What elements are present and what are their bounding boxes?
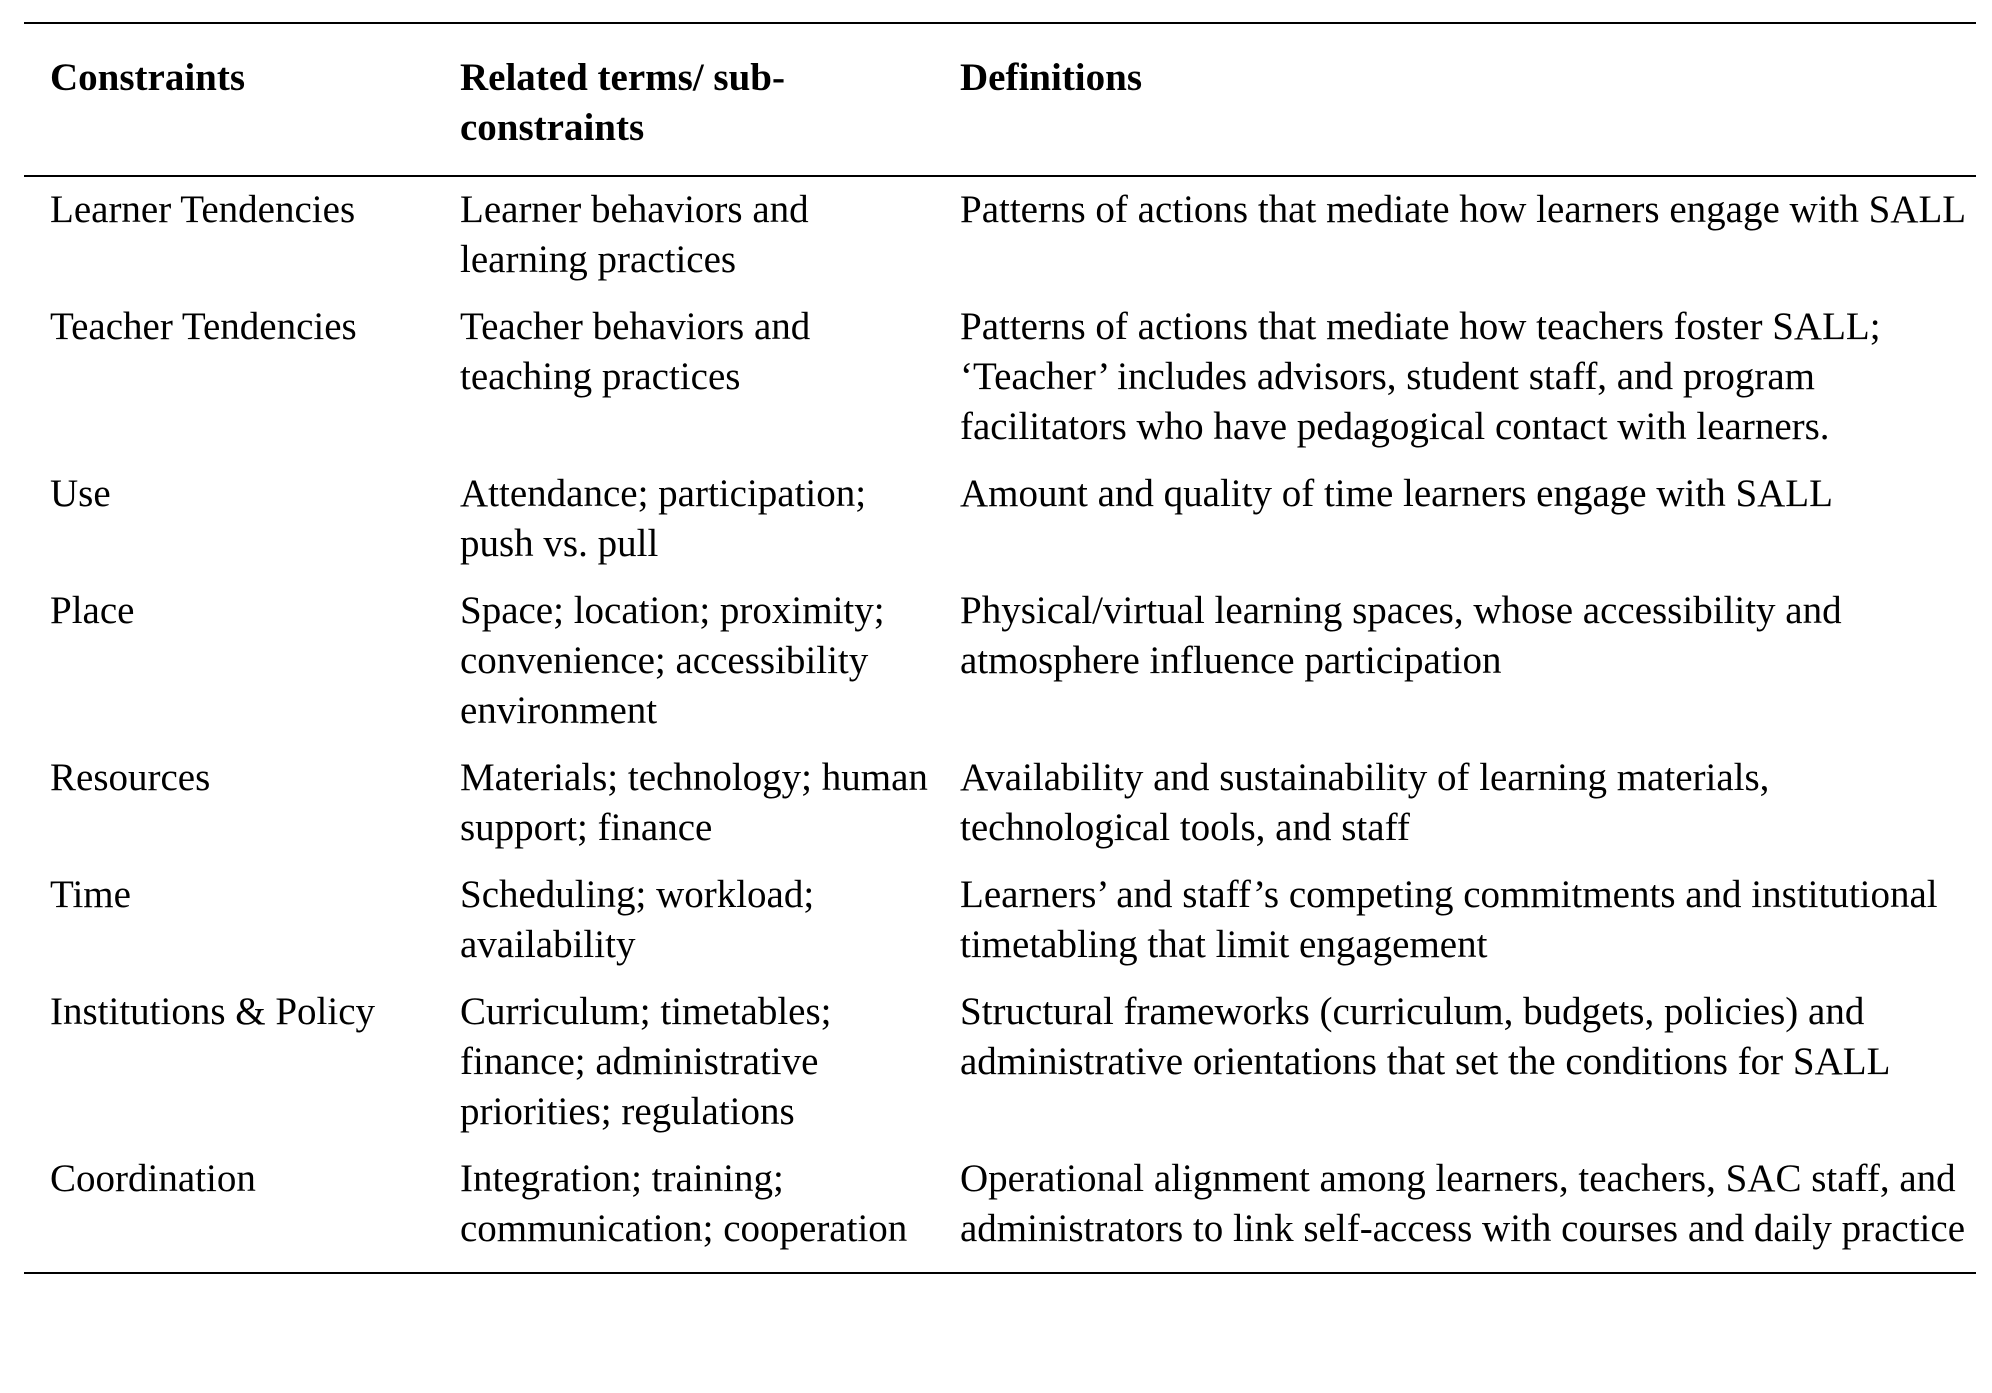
header-constraints: Constraints	[50, 56, 246, 99]
table-row	[24, 302, 1976, 469]
related-terms-cell: Learner behaviors and learning practices	[460, 188, 809, 281]
definition-cell: Operational alignment among learners, teachers, SAC staff, and administrators to link self-access with courses and daily practice	[960, 1157, 1966, 1250]
constraint-cell: Learner Tendencies	[50, 188, 356, 231]
table-row	[24, 469, 1976, 586]
definition-cell: Amount and quality of time learners engage with SALL	[960, 472, 1833, 515]
related-terms-cell: Scheduling; workload; availability	[460, 873, 815, 966]
constraint-cell: Teacher Tendencies	[50, 305, 357, 348]
constraint-cell: Institutions & Policy	[50, 990, 376, 1033]
header-related-terms: Related terms/ sub-constraints	[460, 56, 785, 149]
definition-cell: Physical/virtual learning spaces, whose accessibility and atmosphere influence participation	[960, 589, 1842, 682]
definition-cell: Patterns of actions that mediate how learners engage with SALL	[960, 188, 1967, 231]
constraints-table-container	[24, 22, 1976, 1274]
definition-cell: Structural frameworks (curriculum, budgets, policies) and administrative orientations that set the conditions for SALL	[960, 990, 1891, 1083]
related-terms-cell: Integration; training; communication; cooperation	[460, 1157, 908, 1250]
table-row	[24, 177, 1976, 302]
constraint-cell: Resources	[50, 756, 211, 799]
constraints-table	[24, 24, 1976, 1272]
related-terms-cell: Space; location; proximity; convenience; accessibility environment	[460, 589, 885, 732]
header-definitions: Definitions	[960, 56, 1143, 99]
related-terms-cell: Materials; technology; human support; finance	[460, 756, 928, 849]
table-body	[24, 175, 1976, 1272]
definition-cell: Learners’ and staff’s competing commitments and institutional timetabling that limit engagement	[960, 873, 1938, 966]
constraint-cell: Use	[50, 472, 111, 515]
related-terms-cell: Curriculum; timetables; finance; administrative priorities; regulations	[460, 990, 832, 1133]
table-row	[24, 753, 1976, 870]
table-row	[24, 870, 1976, 987]
definition-cell: Patterns of actions that mediate how teachers foster SALL; ‘Teacher’ includes advisors, student staff, and program facilitators who have pedagogical contact with learners.	[960, 305, 1881, 448]
definition-cell: Availability and sustainability of learning materials, technological tools, and staff	[960, 756, 1770, 849]
related-terms-cell: Teacher behaviors and teaching practices	[460, 305, 811, 398]
constraint-cell: Time	[50, 873, 131, 916]
bottom-rule	[24, 1272, 1976, 1274]
table-row	[24, 987, 1976, 1154]
constraint-cell: Place	[50, 589, 135, 632]
table-header	[24, 24, 1976, 175]
table-row	[24, 586, 1976, 753]
constraint-cell: Coordination	[50, 1157, 256, 1200]
table-row	[24, 1154, 1976, 1272]
header-row	[24, 24, 1976, 175]
related-terms-cell: Attendance; participation; push vs. pull	[460, 472, 867, 565]
